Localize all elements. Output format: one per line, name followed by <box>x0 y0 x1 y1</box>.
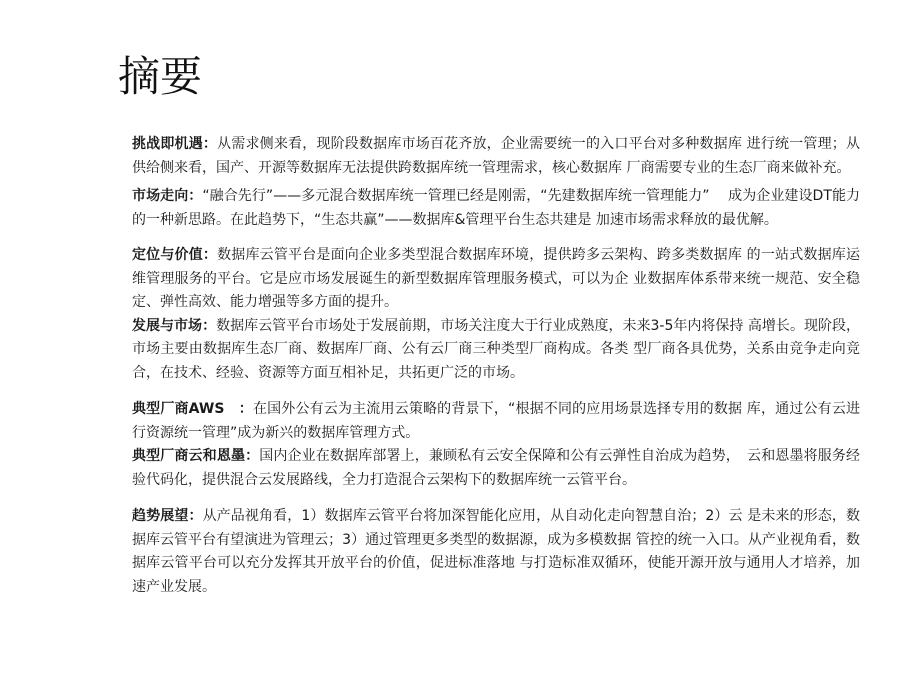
paragraph-vendor-enmotech <box>132 445 860 492</box>
page-title: 摘要 <box>118 52 203 101</box>
paragraph-label: 典型厂商云和恩墨： <box>132 448 260 464</box>
paragraph-label: 典型厂商AWS ： <box>132 401 253 417</box>
paragraph-label: 定位与价值： <box>132 247 218 263</box>
paragraph-label: 趋势展望： <box>132 508 203 524</box>
paragraph-market-direction <box>132 185 860 232</box>
paragraph-text: “融合先行”——多元混合数据库统一管理已经是刚需，“先建数据库统一管理能力” 成为企业建设DT能力的一种新思路。在此趋势下，“生态共赢”——数据库&管理平台生态共建是 加速市场需求释放的最优解。 <box>132 188 861 228</box>
summary-content <box>132 133 860 599</box>
paragraph-development <box>132 315 860 386</box>
paragraph-vendor-aws <box>132 398 860 445</box>
paragraph-text: 在国外公有云为主流用云策略的背景下，“根据不同的应用场景选择专用的数据 库，通过公有云进行资源统一管理”成为新兴的数据库管理方式。 <box>132 401 861 441</box>
paragraph-label: 发展与市场： <box>132 317 217 334</box>
paragraph-label: 挑战即机遇： <box>132 136 218 152</box>
paragraph-text: 数据库云管平台是面向企业多类型混合数据库环境，提供跨多云架构、跨多类数据库 的一站式数据库运维管理服务的平台。它是应市场发展诞生的新型数据库管理服务模式，可以为企 业数据库体系带来统一规范、安全稳定、弹性高效、能力增强等多方面的提升。 <box>132 247 860 310</box>
paragraph-text: 从产品视角看，1）数据库云管平台将加深智能化应用，从自动化走向智慧自治；2）云 是未来的形态，数据库云管平台有望演进为管理云；3）通过管理更多类型的数据源，成为多模数据 管控的统一入口。从产业视角看，数据库云管平台可以充分发挥其开放平台的价值，促进标准落地 与打造标准双循环，使能开源开放与通用人才培养，加速产业发展。 <box>132 508 860 595</box>
paragraph-challenge <box>132 133 860 180</box>
paragraph-positioning <box>132 244 860 315</box>
paragraph-text: 数据库云管平台市场处于发展前期，市场关注度大于行业成熟度，未来3-5年内将保持 高增长。现阶段，市场主要由数据库生态厂商、数据库厂商、公有云厂商三种类型厂商构成。各类 型厂商各具优势，关系由竞争走向竞合，在技术、经验、资源等方面互相补足，共拓更广泛的市场。 <box>132 317 861 381</box>
paragraph-outlook <box>132 505 860 599</box>
paragraph-label: 市场走向： <box>132 188 203 204</box>
paragraph-text: 从需求侧来看，现阶段数据库市场百花齐放，企业需要统一的入口平台对多种数据库 进行统一管理；从供给侧来看，国产、开源等数据库无法提供跨数据库统一管理需求，核心数据库 厂商需要专业的生态厂商来做补充。 <box>132 136 860 176</box>
paragraph-text: 国内企业在数据库部署上，兼顾私有云安全保障和公有云弹性自治成为趋势， 云和恩墨将服务经验代码化，提供混合云发展路线，全力打造混合云架构下的数据库统一云管平台。 <box>132 448 861 488</box>
